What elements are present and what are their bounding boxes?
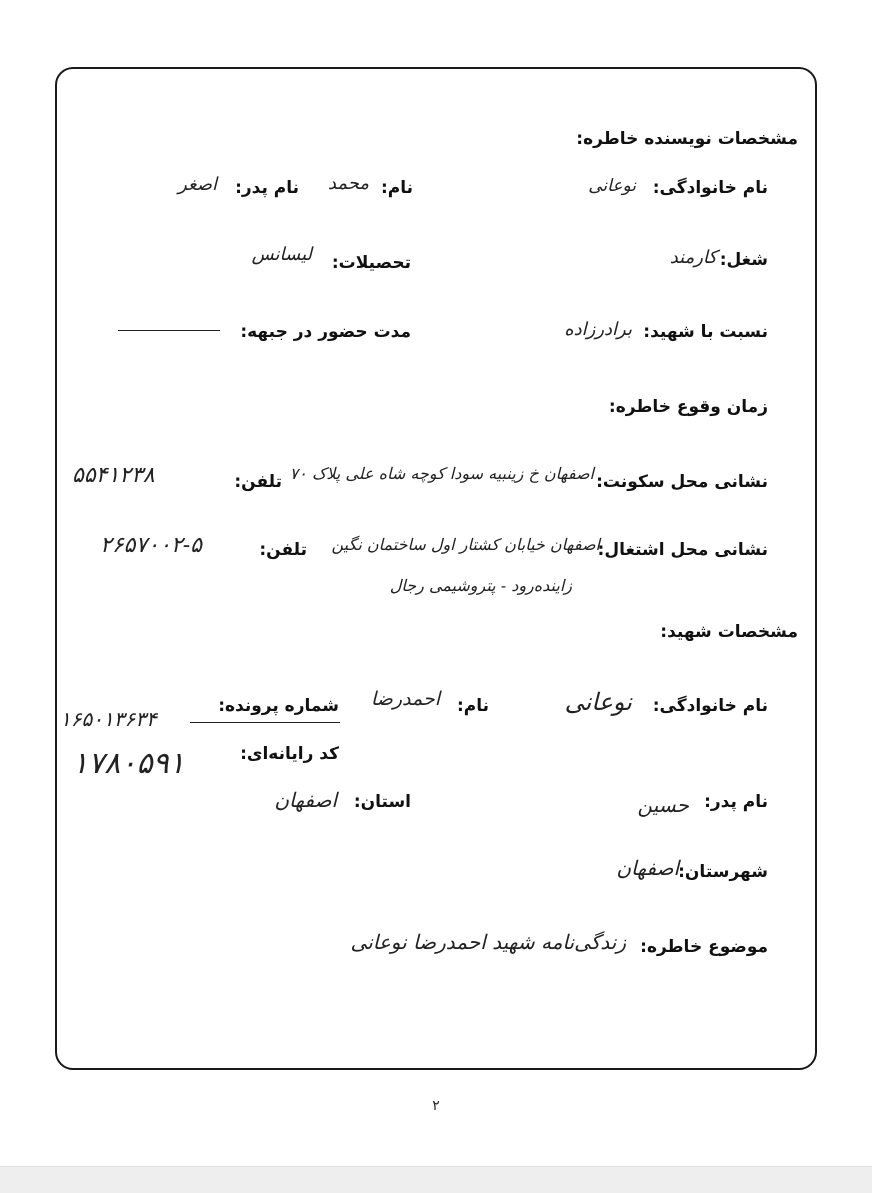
page-border: [55, 67, 817, 1070]
author-relation-label: نسبت با شهید:: [643, 322, 768, 342]
front-duration-blank-line: [118, 330, 220, 331]
home-address-value: اصفهان خ زینبیه سودا کوچه شاه علی پلاک ۷۰: [289, 464, 594, 483]
author-father-label: نام پدر:: [235, 178, 299, 198]
city-label: شهرستان:: [678, 862, 768, 882]
author-name-label: نام:: [380, 178, 413, 198]
author-name-value: محمد: [327, 173, 369, 194]
computer-code-value: ۱۷۸۰۵۹۱: [72, 746, 185, 781]
martyr-father-label: نام پدر:: [704, 792, 768, 812]
file-number-value: ۱۶۵۰۱۳۶۳۴: [60, 707, 157, 731]
martyr-family-label: نام خانوادگی:: [652, 696, 768, 716]
author-family-label: نام خانوادگی:: [652, 178, 768, 198]
author-education-value: لیسانس: [251, 244, 312, 265]
martyr-section-heading: مشخصات شهید:: [660, 622, 798, 642]
author-section-heading: مشخصات نویسنده خاطره:: [576, 129, 798, 149]
memory-time-label: زمان وقوع خاطره:: [608, 397, 768, 417]
page-number: ۲: [432, 1098, 440, 1114]
author-education-label: تحصیلات:: [331, 253, 411, 273]
province-value: اصفهان: [274, 788, 337, 812]
topic-value: زندگی‌نامه شهید احمدرضا نوعانی: [350, 930, 626, 954]
front-duration-label: مدت حضور در جبهه:: [240, 322, 411, 342]
author-job-value: کارمند: [669, 247, 717, 268]
province-label: استان:: [353, 792, 411, 812]
work-phone-label: تلفن:: [259, 540, 307, 560]
file-number-underline: [190, 722, 340, 723]
home-phone-value: ۵۵۴۱۲۳۸: [72, 463, 155, 488]
work-address-value-line2: زاینده‌رود - پتروشیمی رجال: [389, 576, 572, 595]
work-address-label: نشانی محل اشتغال:: [597, 540, 768, 560]
home-phone-label: تلفن:: [234, 472, 282, 492]
computer-code-label: کد رایانه‌ای:: [240, 744, 339, 764]
work-phone-value: ۲۶۵۷۰۰۲-۵: [100, 533, 202, 558]
city-value: اصفهان: [616, 856, 679, 880]
martyr-family-value: نوعانی: [564, 688, 632, 716]
file-number-label: شماره پرونده:: [218, 696, 339, 716]
martyr-name-value: احمدرضا: [370, 688, 440, 710]
home-address-label: نشانی محل سکونت:: [596, 472, 768, 492]
author-relation-value: برادرزاده: [564, 319, 632, 340]
work-address-value-line1: اصفهان خیابان کشتار اول ساختمان نگین: [331, 535, 600, 554]
author-father-value: اصغر: [178, 174, 217, 195]
author-job-label: شغل:: [719, 250, 768, 270]
martyr-name-label: نام:: [456, 696, 489, 716]
scan-edge-strip: [0, 1166, 872, 1193]
topic-label: موضوع خاطره:: [640, 937, 768, 957]
author-family-value: نوعانی: [588, 176, 636, 196]
martyr-father-value: حسین: [637, 793, 689, 817]
